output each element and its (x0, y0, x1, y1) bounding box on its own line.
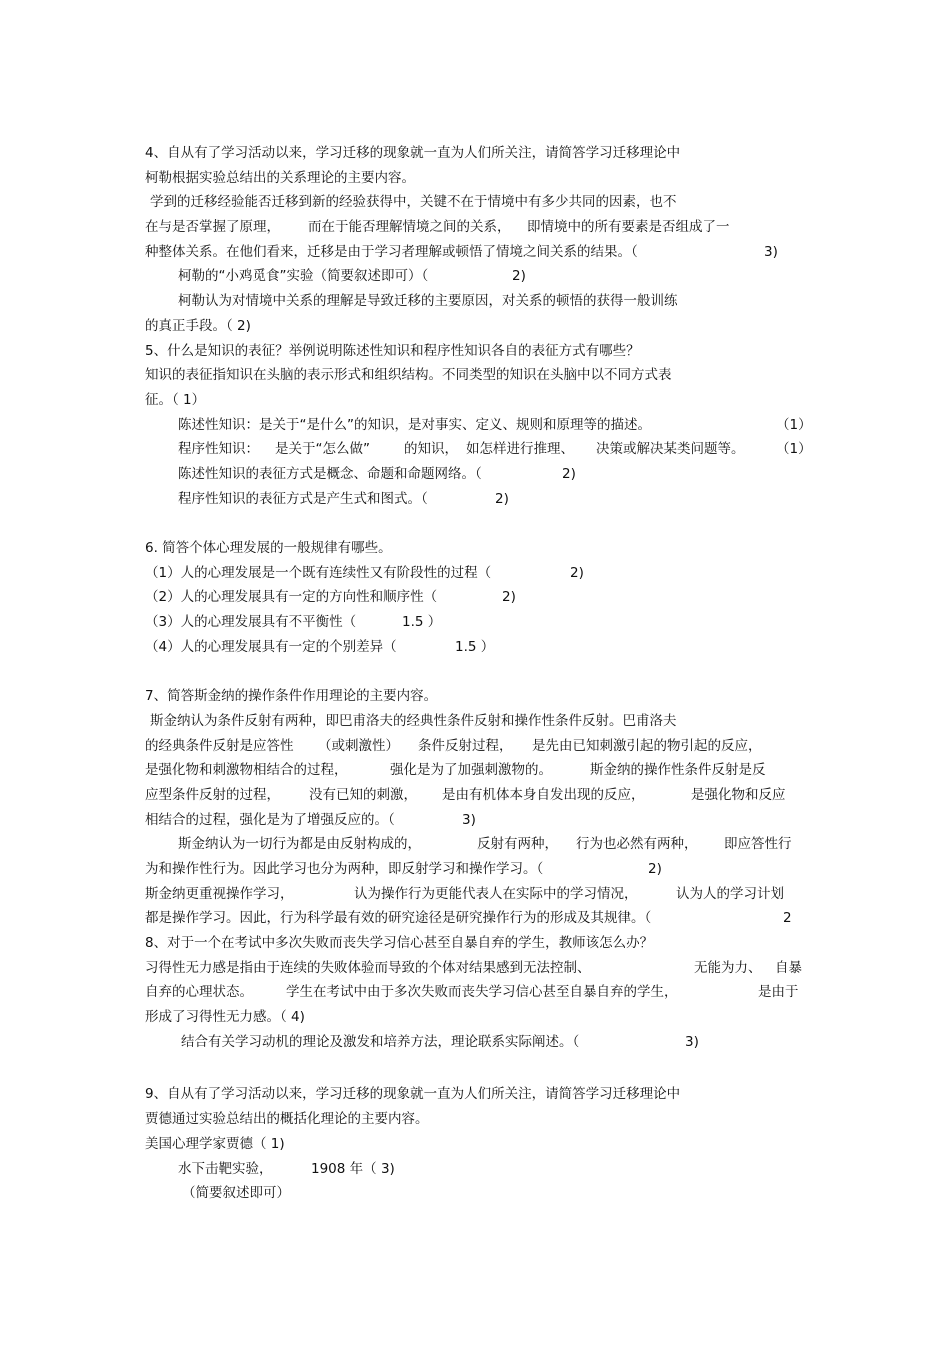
q4-answer-text: 即情境中的所有要素是否组成了一 (527, 219, 730, 236)
q5-score: （1） (776, 416, 812, 433)
q8-score: 3) (685, 1033, 699, 1050)
spacer (0, 511, 950, 536)
q7-answer-text: 强化是为了加强刺激物的。 (390, 762, 552, 779)
q6-item-3 (0, 610, 950, 635)
q8-answer-text: 习得性无力感是指由于连续的失败体验而导致的个体对结果感到无法控制、 (145, 959, 591, 976)
q7-answer-text: 反射有两种， (477, 836, 558, 853)
q7-answer-text: 是由有机体本身自发出现的反应， (442, 786, 645, 803)
q7-answer-text: 是先由已知刺激引起的物引起的反应， (532, 737, 762, 754)
q9-answer-text: 1908 年（ 3) (311, 1160, 395, 1177)
q7-answer-text: 为和操作性行为。因此学习也分为两种，即反射学习和操作学习。（ (145, 860, 544, 877)
q8-answer-1-line-2 (0, 980, 950, 1005)
q7-title: 7、简答斯金纳的操作条件作用理论的主要内容。 (145, 688, 438, 705)
q8-answer-text: 形成了习得性无力感。（ 4) (145, 1009, 305, 1026)
q8-answer-text: 自弃的心理状态。 (145, 984, 253, 1001)
q9-title-1: 9、自从有了学习活动以来，学习迁移的现象就一直为人们所关注，请简答学习迁移理论中 (145, 1086, 681, 1103)
q8-answer-text: 是由于 (758, 984, 799, 1001)
q8-answer-1-line-3 (0, 1005, 950, 1030)
q7-answer-1-line-4 (0, 783, 950, 808)
q7-answer-text: 认为人的学习计划 (676, 885, 784, 902)
q6-item-1 (0, 561, 950, 586)
q4-answer-3-line-2 (0, 314, 950, 339)
q7-answer-3-line-2 (0, 906, 950, 931)
q5-answer-4 (0, 462, 950, 487)
q5-answer-text: 如怎样进行推理、 (466, 441, 574, 458)
q4-score: 3) (764, 243, 778, 260)
q5-answer-text: 知识的表征指知识在头脑的表示形式和组织结构。不同类型的知识在头脑中以不同方式表 (145, 367, 672, 384)
q4-answer-2 (0, 264, 950, 289)
q8-title-line (0, 931, 950, 956)
q7-score: 3) (462, 811, 476, 828)
q9-title-line-1 (0, 1082, 950, 1107)
q7-score: 2) (648, 860, 662, 877)
q7-answer-text: 是强化物和反应 (691, 786, 786, 803)
q9-answer-2 (0, 1157, 950, 1182)
q4-answer-1-line-2 (0, 215, 950, 240)
q8-answer-1-line-1 (0, 956, 950, 981)
q5-answer-1-line-1 (0, 363, 950, 388)
q7-answer-2-line-1 (0, 832, 950, 857)
q5-answer-text: 是关于“怎么做” (275, 441, 370, 458)
q7-answer-text: 相结合的过程，强化是为了增强反应的。（ (145, 811, 395, 828)
q7-answer-text: 是强化物和刺激物相结合的过程， (145, 762, 348, 779)
q7-answer-1-line-3 (0, 758, 950, 783)
q7-answer-text: 即应答性行 (724, 836, 792, 853)
q7-answer-text: 斯金纳的操作性条件反射是反 (590, 762, 766, 779)
q8-answer-2 (0, 1030, 950, 1055)
spacer (0, 1054, 950, 1082)
q7-answer-text: 斯金纳认为条件反射有两种，即巴甫洛夫的经典性条件反射和操作性条件反射。巴甫洛夫 (150, 712, 677, 729)
q6-score: 1.5 ） (455, 638, 495, 655)
q4-answer-text: 柯勒认为对情境中关系的理解是导致迁移的主要原因，对关系的顿悟的获得一般训练 (178, 293, 678, 310)
q8-title: 8、对于一个在考试中多次失败而丧失学习信心甚至自暴自弃的学生，教师该怎么办？ (145, 935, 654, 951)
q5-score: 2) (562, 465, 576, 482)
q7-answer-1-line-2 (0, 734, 950, 759)
q8-answer-text: 学生在考试中由于多次失败而丧失学习信心甚至自暴自弃的学生， (286, 984, 678, 1001)
q8-answer-text: 自暴 (775, 959, 802, 976)
q9-answer-text: 水下击靶实验， (178, 1160, 273, 1177)
q7-answer-text: 斯金纳更重视操作学习， (145, 885, 294, 902)
q5-title: 5、什么是知识的表征？举例说明陈述性知识和程序性知识各自的表征方式有哪些？ (145, 342, 640, 359)
q7-answer-text: 没有已知的刺激， (309, 786, 417, 803)
q7-answer-text: 应型条件反射的过程， (145, 786, 280, 803)
q4-answer-text: 种整体关系。在他们看来，迁移是由于学习者理解或顿悟了情境之间关系的结果。（ (145, 243, 638, 260)
q4-title-2: 柯勒根据实验总结出的关系理论的主要内容。 (145, 169, 415, 186)
q4-answer-text: 学到的迁移经验能否迁移到新的经验获得中，关键不在于情境中有多少共同的因素，也不 (150, 194, 677, 211)
q8-answer-text: 结合有关学习动机的理论及激发和培养方法，理论联系实际阐述。（ (181, 1033, 580, 1050)
q4-score: 2) (512, 268, 526, 285)
q6-score: 1.5 ） (402, 614, 442, 631)
q7-answer-3-line-1 (0, 882, 950, 907)
q9-answer-text: （简要叙述即可） (182, 1185, 290, 1202)
q7-score: 2 (783, 910, 792, 927)
q6-item-2 (0, 585, 950, 610)
q6-item-text: （2）人的心理发展具有一定的方向性和顺序性（ (145, 589, 438, 606)
q7-answer-text: 都是操作学习。因此，行为科学最有效的研究途径是研究操作行为的形成及其规律。（ (145, 910, 652, 927)
q6-title: 6. 简答个体心理发展的一般规律有哪些。 (145, 540, 392, 556)
q5-answer-text: 决策或解决某类问题等。 (596, 441, 745, 458)
q7-answer-text: 条件反射过程， (418, 737, 513, 754)
q5-score: （1） (776, 441, 812, 458)
q4-answer-3-line-1 (0, 289, 950, 314)
q4-answer-1-line-3 (0, 240, 950, 265)
q5-title-line (0, 339, 950, 364)
q6-score: 2) (502, 589, 516, 606)
q5-answer-text: 陈述性知识：是关于“是什么”的知识，是对事实、定义、规则和原理等的描述。 (178, 416, 651, 433)
q5-answer-text: 程序性知识： (178, 441, 259, 458)
q6-score: 2) (570, 564, 584, 581)
q6-item-text: （1）人的心理发展是一个既有连续性又有阶段性的过程（ (145, 564, 492, 581)
q6-title-line (0, 536, 950, 561)
q4-title-1: 4、自从有了学习活动以来，学习迁移的现象就一直为人们所关注，请简答学习迁移理论中 (145, 145, 681, 161)
q7-answer-text: 认为操作行为更能代表人在实际中的学习情况， (354, 885, 638, 902)
q5-answer-5 (0, 487, 950, 512)
q5-answer-text: 的知识， (404, 441, 458, 458)
q7-answer-1-line-1 (0, 709, 950, 734)
spacer (0, 659, 950, 684)
q4-answer-text: 在与是否掌握了原理， (145, 219, 280, 236)
q6-item-4 (0, 635, 950, 660)
q7-title-line (0, 684, 950, 709)
q4-answer-1-line-1 (0, 190, 950, 215)
q5-answer-1-line-2 (0, 388, 950, 413)
q7-answer-1-line-5 (0, 808, 950, 833)
q5-answer-2 (0, 413, 950, 438)
q5-answer-text: 程序性知识的表征方式是产生式和图式。（ (178, 490, 428, 507)
q7-answer-2-line-2 (0, 857, 950, 882)
q8-answer-text: 无能为力、 (694, 959, 762, 976)
q4-answer-text: 而在于能否理解情境之间的关系， (308, 219, 511, 236)
q5-answer-text: 征。（ 1） (145, 391, 206, 408)
q5-score: 2) (495, 490, 509, 507)
q4-title-line-2 (0, 166, 950, 191)
q7-answer-text: （或刺激性） (318, 737, 399, 754)
document-body (0, 141, 950, 1206)
q6-item-text: （3）人的心理发展具有不平衡性（ (145, 614, 357, 631)
q7-answer-text: 行为也必然有两种， (576, 836, 698, 853)
q5-answer-text: 陈述性知识的表征方式是概念、命题和命题网络。（ (178, 465, 482, 482)
q9-title-line-2 (0, 1107, 950, 1132)
q9-title-2: 贾德通过实验总结出的概括化理论的主要内容。 (145, 1111, 429, 1128)
q7-answer-text: 的经典条件反射是应答性 (145, 737, 294, 754)
q5-answer-3 (0, 437, 950, 462)
q6-item-text: （4）人的心理发展具有一定的个别差异（ (145, 638, 397, 655)
q4-title-line-1 (0, 141, 950, 166)
q4-answer-text: 柯勒的“小鸡觅食”实验（简要叙述即可）（ (178, 268, 429, 285)
q9-answer-3 (0, 1181, 950, 1206)
q9-answer-1 (0, 1132, 950, 1157)
q7-answer-text: 斯金纳认为一切行为都是由反射构成的， (178, 836, 421, 853)
q9-answer-text: 美国心理学家贾德（ 1) (145, 1135, 285, 1152)
q4-answer-text: 的真正手段。（ 2) (145, 317, 251, 334)
